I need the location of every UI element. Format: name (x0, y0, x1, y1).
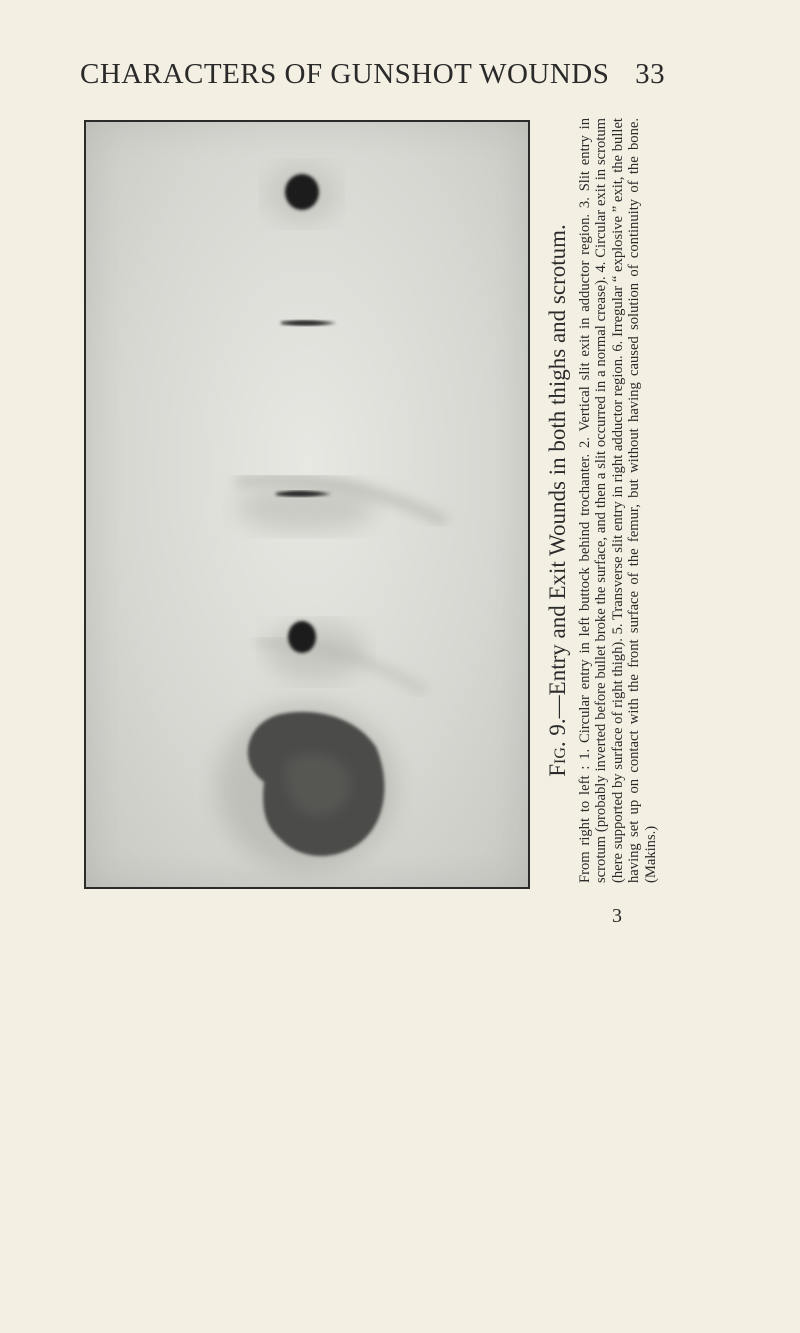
wound-circular-exit (288, 621, 316, 653)
caption-heading: —Entry and Exit Wounds in both thighs and scrotum. (545, 224, 570, 719)
caption-title (545, 118, 571, 883)
wound-circular-entry (285, 174, 319, 210)
running-head-title: CHARACTERS OF GUNSHOT WOUNDS (80, 58, 610, 90)
wound-slit-exit (281, 320, 336, 326)
wound-photograph-image (86, 122, 528, 887)
caption-label: Fig. 9. (545, 718, 570, 777)
caption-description: From right to left : 1. Circular entry in left buttock behind trochanter. 2. Vertical slit exit in adductor region. 3. Slit entry in scrotum (probably inverted before bullet broke the surface, and then a slit occurred in a normal crease). 4. Circular exit in scrotum (here supported by surface of right thigh). 5. Transverse slit entry in right adductor region. 6. Irregular “ explosive ” exit, the bullet having set up on contact with the front surface of the femur, but without having caused solution of continuity of the bone. (Makins.) (577, 118, 659, 883)
page-number: 33 (635, 58, 666, 90)
figure-caption (545, 118, 685, 883)
wound-photograph (84, 120, 530, 889)
plate-number: 3 (612, 905, 622, 927)
running-head (80, 58, 665, 91)
